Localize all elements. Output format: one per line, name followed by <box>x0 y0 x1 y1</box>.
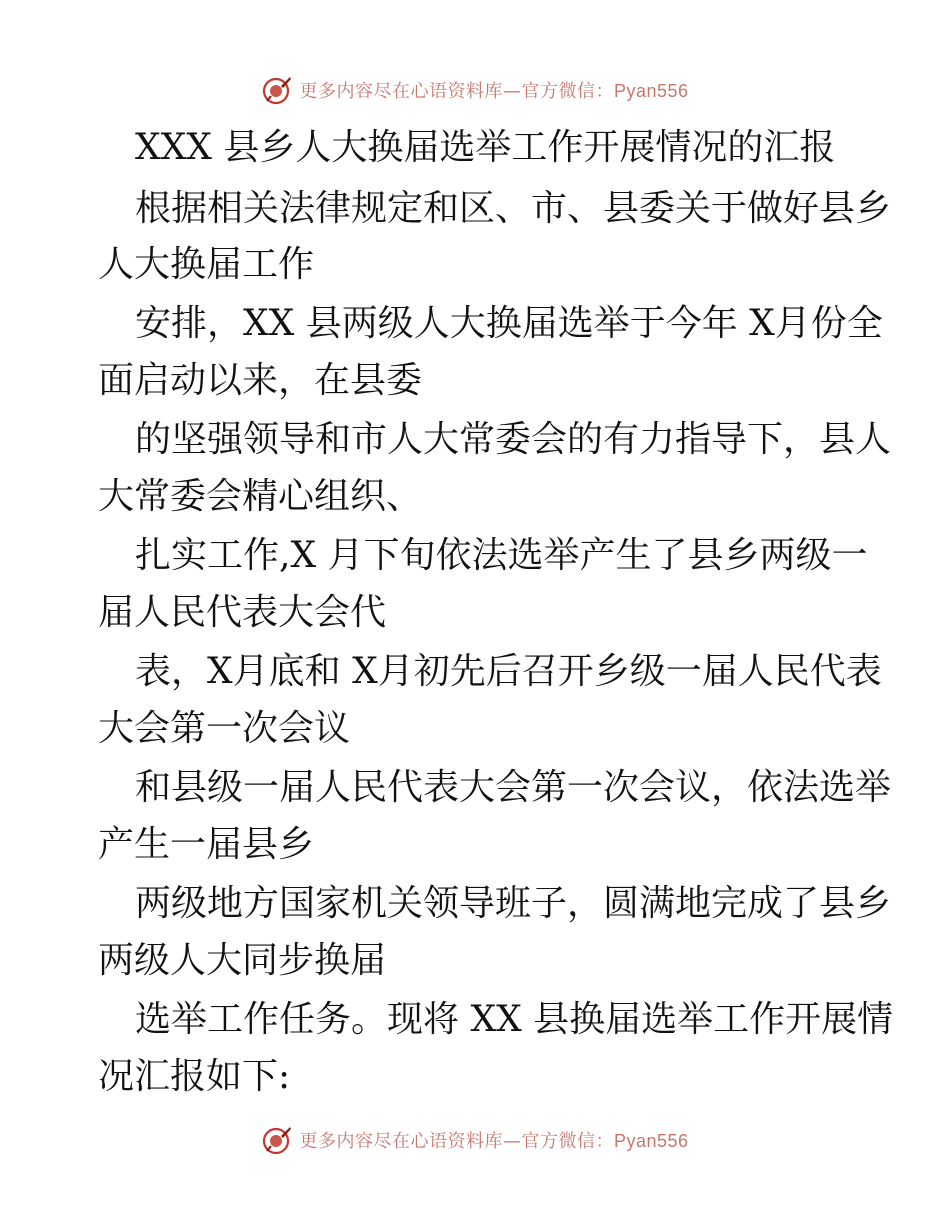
paragraph-line: 的坚强领导和市人大常委会的有力指导下，县人 <box>135 419 892 460</box>
paragraph-line: 两级人大同步换届 <box>98 940 387 981</box>
paragraph-line: 选举工作任务。现将 XX 县换届选举工作开展情 <box>135 999 894 1040</box>
watermark-text: 更多内容尽在心语资料库—官方微信：Pyan556 <box>299 81 689 102</box>
paragraph-line: 根据相关法律规定和区、市、县委关于做好县乡 <box>135 188 892 229</box>
header-watermark <box>0 70 950 110</box>
paragraph-line: 扎实工作,X 月下旬依法选举产生了县乡两级一 <box>135 535 868 576</box>
quill-logo-icon <box>261 74 293 106</box>
paragraph-line: 表，X月底和 X月初先后召开乡级一届人民代表 <box>135 651 882 692</box>
quill-logo-icon <box>261 1124 293 1156</box>
watermark-text: 更多内容尽在心语资料库—官方微信：Pyan556 <box>299 1131 689 1152</box>
paragraph-line: 况汇报如下: <box>98 1056 291 1097</box>
paragraph-line: 大常委会精心组织、 <box>98 476 423 517</box>
paragraph-line: 面启动以来，在县委 <box>98 360 423 401</box>
paragraph-line: 安排，XX 县两级人大换届选举于今年 X月份全 <box>135 303 883 344</box>
paragraph-line: 产生一届县乡 <box>98 824 315 865</box>
paragraph-line: 届人民代表大会代 <box>98 592 387 633</box>
document-title: XXX 县乡人大换届选举工作开展情况的汇报 <box>135 127 836 168</box>
paragraph-line: 人大换届工作 <box>98 244 315 285</box>
footer-watermark <box>0 1120 950 1160</box>
paragraph-line: 大会第一次会议 <box>98 708 351 749</box>
paragraph-line: 两级地方国家机关领导班子，圆满地完成了县乡 <box>135 883 892 924</box>
paragraph-line: 和县级一届人民代表大会第一次会议，依法选举 <box>135 767 892 808</box>
